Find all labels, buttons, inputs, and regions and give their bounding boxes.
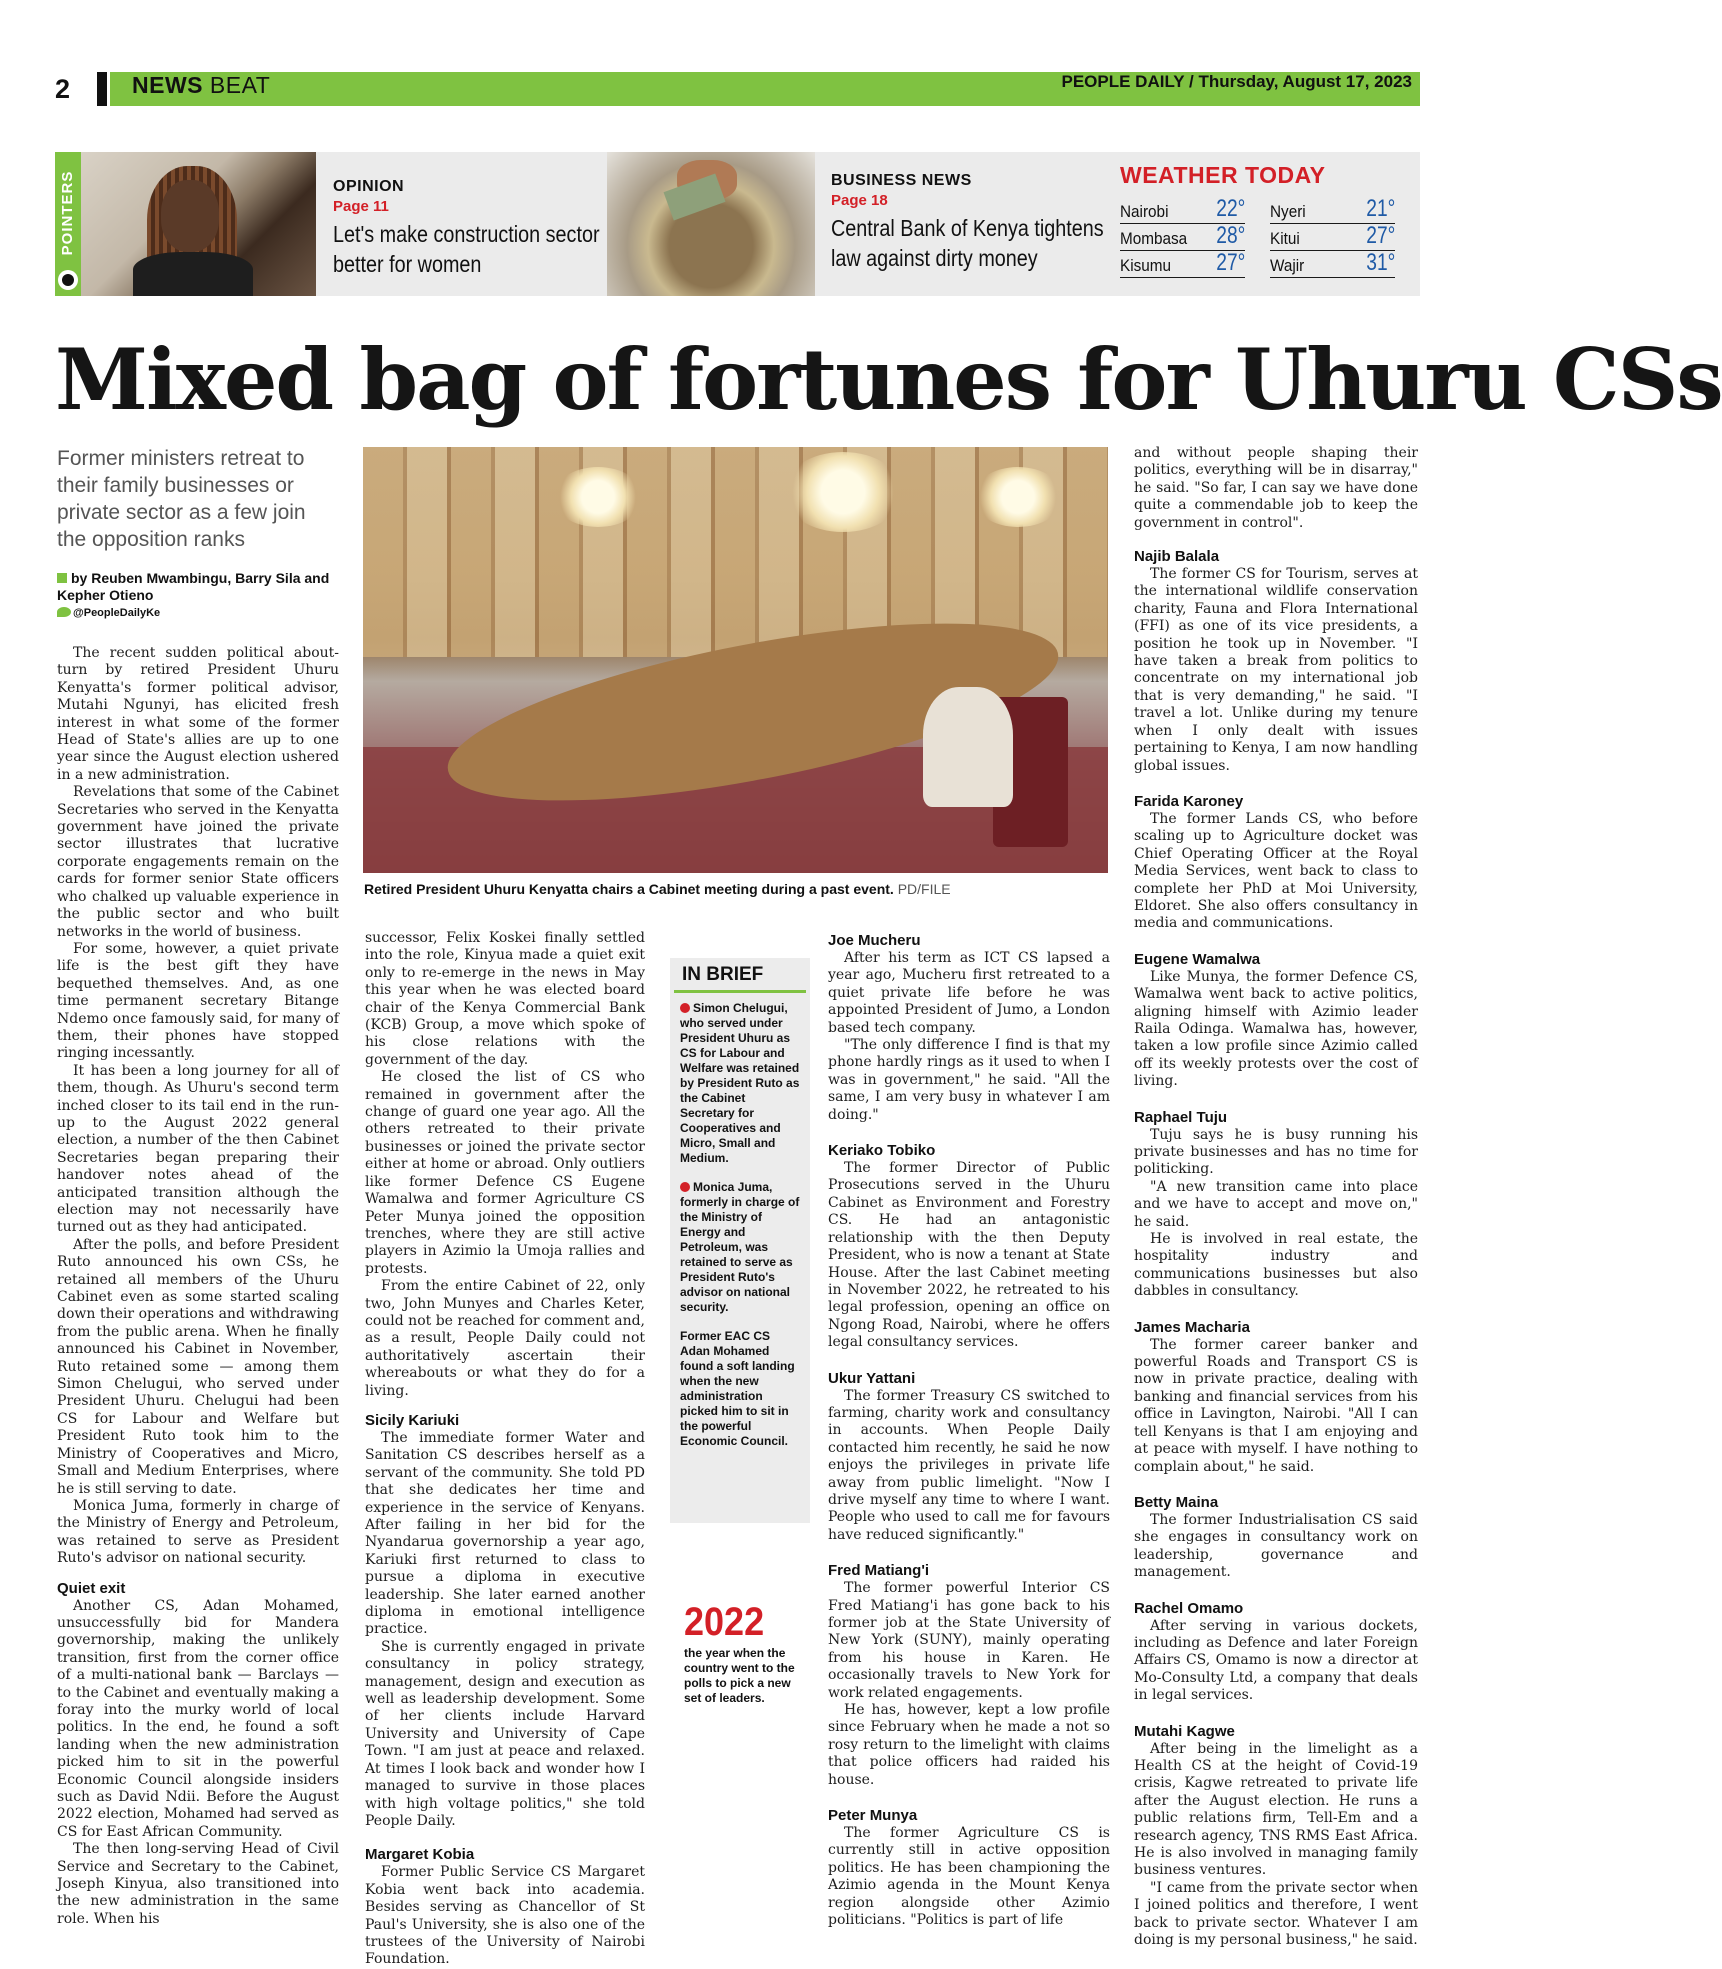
photo-caption — [364, 881, 1109, 897]
paragraph: The former powerful Interior CS Fred Matiang'i has gone back to his former job at the State University of New York (SUNY), mainly operating from his house in Karen. He occasionally travels to New York for work related engagements. — [828, 1580, 1110, 1701]
paragraph: The former Industrialisation CS said she engages in consultancy work on leadership, governance and management. — [1134, 1511, 1418, 1581]
pointers-label: POINTERS — [59, 170, 76, 256]
paragraph: The former Treasury CS switched to farming, charity work and consultancy in accounts. When People Daily contacted him recently, he said he now enjoys the privileges in private life away from public limelight. "Now I drive myself any time to where I want. People who used to call me for favours have reduced significantly." — [828, 1387, 1110, 1543]
bullet-icon — [680, 1003, 690, 1013]
article-column-3 — [828, 932, 1110, 1930]
weather-temp: 22° — [1215, 195, 1245, 222]
paragraph: The former Director of Public Prosecutions served in the Uhuru Cabinet as Environment and Forestry CS. He had an antagonistic relationship with the then Deputy President, who is now a tenant at State House. After the last Cabinet meeting in November 2022, he retreated to his legal profession, opening an office on Ngong Road, Nairobi, where he offers legal consultancy services. — [828, 1160, 1110, 1351]
money-photo — [607, 152, 815, 296]
in-brief-text: Simon Chelugui, who served under President Uhuru as CS for Labour and Welfare was retained by President Ruto as the Cabinet Secretary for Cooperatives and Micro, Small and Medium. — [680, 1001, 800, 1165]
paragraph: Tuju says he is busy running his private businesses and has no time for politicking. — [1134, 1126, 1418, 1178]
header-divider — [97, 72, 107, 106]
paragraph: The recent sudden political about-turn by retired President Uhuru Kenyatta's former political advisor, Mutahi Ngunyi, has elicited fresh interest in what some of the former Head of State's allies are up to one year since the August election ushered in a new administration. — [57, 645, 339, 783]
subheading: Eugene Wamalwa — [1134, 950, 1261, 968]
paragraph: From the entire Cabinet of 22, only two, John Munyes and Charles Keter, could not be reached for comment and, as a result, People Daily could not authoritatively ascertain their whereabouts or what they do for a living. — [365, 1278, 645, 1399]
twitter-handle-text: @PeopleDailyKe — [73, 607, 161, 619]
article-byline — [57, 570, 347, 604]
section-name-bold: NEWS — [132, 72, 203, 98]
byline-text: by Reuben Mwambingu, Barry Sila and Kepher Otieno — [57, 570, 330, 603]
paragraph: He has, however, kept a low profile since February when he made a not so rosy return to the limelight with claims that police officers had raided his house. — [828, 1702, 1110, 1788]
opinion-kicker: OPINION — [333, 178, 405, 195]
article-column-4 — [1134, 445, 1418, 1949]
weather-temp: 27° — [1365, 222, 1395, 249]
byline-marker-icon — [57, 573, 67, 583]
subheading: Betty Maina — [1134, 1493, 1219, 1511]
paragraph: For some, however, a quiet private life is the best gift they have bequethed themselves. And, as one time permanent secretary Bitange Ndemo once famously said, for many of them, their phones have stopped ringing incessantly. — [57, 940, 339, 1062]
stat-label: the year when the country went to the polls to pick a new set of leaders. — [684, 1646, 795, 1705]
subheading: Sicily Kariuki — [365, 1411, 460, 1429]
pointers-tab — [55, 152, 81, 296]
stat-number: 2022 — [684, 1600, 765, 1644]
paragraph: After serving in various dockets, including as Defence and later Foreign Affairs CS, Omamo is now a director at Mo-Consulty Ltd, a company that deals in legal services. — [1134, 1617, 1418, 1704]
weather-row — [1120, 195, 1245, 224]
article-column-2 — [365, 930, 645, 1969]
weather-city: Kitui — [1270, 229, 1300, 248]
twitter-bird-icon — [57, 607, 71, 617]
weather-row — [1120, 249, 1245, 278]
business-teaser: Central Bank of Kenya tightens law against dirty money — [831, 215, 1104, 271]
columnist-photo — [81, 152, 316, 296]
paragraph: The then long-serving Head of Civil Service and Secretary to the Cabinet, Joseph Kinyua, also transitioned into the new administration in the same role. When his — [57, 1841, 339, 1927]
subheading: Farida Karoney — [1134, 792, 1244, 810]
weather-row — [1270, 222, 1395, 251]
caption-credit: PD/FILE — [897, 881, 951, 897]
paragraph: "I came from the private sector when I joined politics and therefore, I went back to private sector. Whatever I am doing is my personal business," he said. — [1134, 1879, 1418, 1949]
in-brief-title: IN BRIEF — [674, 958, 806, 993]
article-headline: Mixed bag of fortunes for Uhuru CSs — [55, 330, 1722, 429]
business-kicker: BUSINESS NEWS — [831, 172, 972, 189]
paragraph: She is currently engaged in private consultancy in policy strategy, management, design and execution as well as leadership development. Some of her clients include Harvard University and University of Cape Town. "I am just at peace and relaxed. At times I look back and wonder how I managed to survive in those places with high voltage politics," she told People Daily. — [365, 1638, 645, 1829]
subheading: Joe Mucheru — [828, 932, 921, 949]
weather-temp: 21° — [1365, 195, 1395, 222]
weather-box — [1120, 162, 1420, 292]
paragraph: Monica Juma, formerly in charge of the Ministry of Energy and Petroleum, was retained to serve as President Ruto's advisor on national security. — [57, 1497, 339, 1567]
subheading: Rachel Omamo — [1134, 1599, 1244, 1617]
in-brief-item — [670, 1329, 810, 1449]
in-brief-item — [670, 1001, 810, 1166]
stat-callout — [684, 1600, 809, 1706]
subheading: Fred Matiang'i — [828, 1562, 930, 1580]
weather-city: Wajir — [1270, 256, 1305, 275]
subheading: Mutahi Kagwe — [1134, 1722, 1235, 1740]
weather-city: Nyeri — [1270, 202, 1306, 221]
paragraph: After being in the limelight as a Health CS at the height of Covid-19 crisis, Kagwe retreated to private life after the August election. He runs a public relations firm, Tell-Em and a research agency, TNS RMS East Africa. He is also involved in managing family business ventures. — [1134, 1740, 1418, 1879]
paragraph: Like Munya, the former Defence CS, Wamalwa went back to active politics, aligning himself with Azimio leader Raila Odinga. Wamalwa has, however, taken a low profile since Azimio called off its weekly protests over the cost of living. — [1134, 968, 1418, 1090]
paragraph: The former CS for Tourism, serves at the international wildlife conservation charity, Fauna and Flora International (FFI) as one of its vice presidents, a position he took up in November. "I have taken a break from politics to concentrate on my international job that is very demanding," he said. "I travel a lot. Unlike during my tenure when I only dealt with issues pertaining to Kenya, I am now handling global issues. — [1134, 566, 1418, 774]
weather-city: Mombasa — [1120, 229, 1188, 248]
in-brief-box — [670, 958, 810, 1523]
page-number: 2 — [55, 74, 71, 104]
in-brief-text: Monica Juma, formerly in charge of the Ministry of Energy and Petroleum, was retained to serve as President Ruto's advisor on national security. — [680, 1180, 800, 1314]
in-brief-item — [670, 1180, 810, 1315]
paragraph: The former Lands CS, who before scaling up to Agriculture docket was Chief Operating Officer at the Royal Media Services, went back to class to complete her PhD at Moi University, Eldoret. She also offers consultancy in media and communications. — [1134, 810, 1418, 932]
paragraph: The former career banker and powerful Roads and Transport CS is now in private practice, dealing with banking and financial services from his office in Lavington, Nairobi. "All I can tell Kenyans is that I am enjoying and at peace with myself. I have nothing to complain about," he said. — [1134, 1336, 1418, 1475]
brand-logo-icon — [58, 270, 78, 290]
opinion-pointer[interactable] — [333, 178, 623, 279]
subheading: Peter Munya — [828, 1807, 918, 1825]
page-header — [55, 72, 1420, 106]
opinion-page-ref: Page 11 — [333, 198, 389, 215]
article-column-1 — [57, 645, 339, 1928]
paper-date: PEOPLE DAILY / Thursday, August 17, 2023 — [1061, 72, 1412, 91]
subheading: Quiet exit — [57, 1579, 126, 1597]
paragraph: After the polls, and before President Ruto announced his own CSs, he retained all members of the Uhuru Cabinet even as some started scaling down their operations and withdrawing from the public arena. When he finally announced his Cabinet in November, Ruto retained some — among them Simon Chelugui, who served under President Uhuru. Chelugui had been CS for Labour and Welfare but President Ruto took him to the Ministry of Cooperatives and Micro, Small and Medium Enterprises, where he is still serving to date. — [57, 1236, 339, 1497]
subheading: Najib Balala — [1134, 548, 1220, 566]
section-name — [132, 72, 270, 99]
opinion-teaser: Let's make construction sector better for women — [333, 221, 600, 277]
subheading: Raphael Tuju — [1134, 1108, 1228, 1126]
paragraph: and without people shaping their politics, everything will be in disarray," he said. "So far, I can say we have done quite a commendable job to keep the government in control". — [1134, 445, 1418, 531]
subheading: Ukur Yattani — [828, 1369, 916, 1387]
business-page-ref: Page 18 — [831, 192, 888, 209]
section-name-light: BEAT — [203, 72, 271, 98]
paragraph: The former Agriculture CS is currently still in active opposition politics. He has been championing the Azimio agenda in the Mount Kenya region alongside other Azimio politicians. "Politics is part of life — [828, 1825, 1110, 1929]
subheading: Keriako Tobiko — [828, 1142, 936, 1160]
article-standfirst: Former ministers retreat to their family businesses or private sector as a few join the opposition ranks — [57, 447, 306, 551]
paragraph: "A new transition came into place and we have to accept and move on," he said. — [1134, 1178, 1418, 1230]
weather-temp: 31° — [1365, 249, 1395, 276]
weather-city: Nairobi — [1120, 202, 1169, 221]
weather-row — [1120, 222, 1245, 251]
weather-city: Kisumu — [1120, 256, 1172, 275]
weather-row — [1270, 195, 1395, 224]
paragraph: The immediate former Water and Sanitation CS describes herself as a servant of the community. She told PD that she dedicates her time and experience in the service of Kenyans. After failing in her bid for the Nyandarua governorship a year ago, Kariuki first returned to class to pursue a diploma in executive leadership. She later earned another diploma in emotional intelligence practice. — [365, 1429, 645, 1638]
paragraph: He closed the list of CS who remained in government after the change of guard one year ago. All the others retreated to their private businesses or joined the private sector either at home or abroad. Only outliers like former Defence CS Eugene Wamalwa and former Agriculture CS Peter Munya joined the opposition trenches, where they are still active players in Azimio la Umoja rallies and protests. — [365, 1069, 645, 1277]
weather-title: WEATHER TODAY — [1120, 162, 1326, 188]
weather-row — [1270, 249, 1395, 278]
pointers-strip — [55, 152, 1420, 296]
paragraph: After his term as ICT CS lapsed a year ago, Mucheru first retreated to a quiet private life before he was appointed President of Jumo, a London based tech company. — [828, 950, 1110, 1036]
subheading: James Macharia — [1134, 1318, 1250, 1336]
cabinet-meeting-photo — [363, 447, 1108, 873]
caption-text: Retired President Uhuru Kenyatta chairs a Cabinet meeting during a past event. — [364, 881, 894, 897]
subheading: Margaret Kobia — [365, 1846, 475, 1864]
paragraph: Former Public Service CS Margaret Kobia went back into academia. Besides serving as Chancellor of St Paul's University, she is also one of the trustees of the University of Nairobi Foundation. — [365, 1864, 645, 1968]
paragraph: Another CS, Adan Mohamed, unsuccessfully bid for Mandera governorship, making the unlikely transition, first from the corner office of a multi-national bank — Barclays — to the Cabinet and eventually making a foray into the murky world of local politics. In the end, he found a soft landing when the new administration picked him to sit in the powerful Economic Council alongside insiders such as David Ndii. Before the August 2022 election, Mohamed had served as CS for East African Community. — [57, 1597, 339, 1840]
paragraph: It has been a long journey for all of them, though. As Uhuru's second term inched closer to its tail end in the run-up to the August 2022 general election, a number of the then Cabinet Secretaries began preparing their handover notes ahead of the anticipated transition although the election may not necessarily have turned out as they had anticipated. — [57, 1062, 339, 1236]
bullet-icon — [680, 1182, 690, 1192]
paragraph: successor, Felix Koskei finally settled into the role, Kinyua made a quiet exit only to re-emerge in the news in May this year when he was elected board chair of the Kenya Commercial Bank (KCB) Group, a move which spoke of his close relations with the government of the day. — [365, 930, 645, 1068]
paragraph: He is involved in real estate, the hospitality industry and communications businesses but also dabbles in consultancy. — [1134, 1231, 1418, 1300]
weather-temp: 27° — [1215, 249, 1245, 276]
paragraph: "The only difference I find is that my phone hardly rings as it used to when I was in government," he said. "All the same, I am very busy in whatever I am doing." — [828, 1037, 1110, 1123]
twitter-handle[interactable] — [57, 607, 160, 619]
in-brief-text: Former EAC CS Adan Mohamed found a soft landing when the new administration picked him to sit in the powerful Economic Council. — [680, 1329, 795, 1448]
weather-temp: 28° — [1215, 222, 1245, 249]
paragraph: Revelations that some of the Cabinet Secretaries who served in the Kenyatta government have joined the private sector illustrates that lucrative corporate engagements remain on the cards for former senior State officers who chalked up valuable experience in the public sector and who built networks in the world of business. — [57, 784, 339, 940]
business-pointer[interactable] — [831, 172, 1131, 273]
